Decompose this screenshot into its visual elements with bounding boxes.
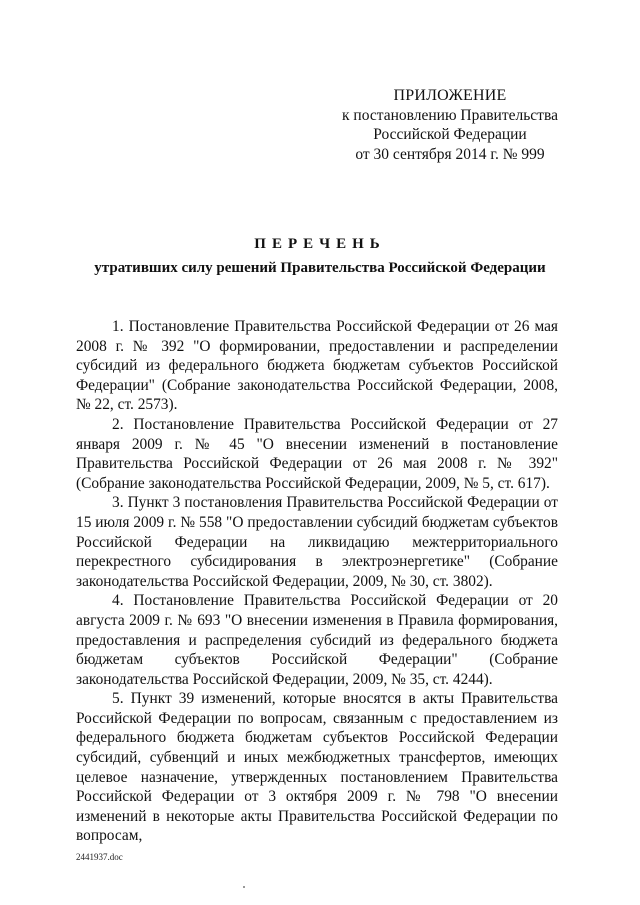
appendix-title: ПРИЛОЖЕНИЕ — [393, 87, 507, 104]
footer-doc-code: 2441937.doc — [76, 852, 123, 862]
list-item-5: 5. Пункт 39 изменений, которые вносятся в акты Правительства Российской Федерации по вопросам, связанным с предоставлением из федерального бюджета бюджетам субъектов Российской Федерации субсидий, субвенций и иных межбюджетных трансфертов, имеющих целевое назначение, утвержденных постановлением Правительства Российской Федерации от 3 октября 2009 г. № 798 "О внесении изменений в некоторые акты Правительства Российской Федерации по вопросам, — [76, 690, 558, 845]
list-item-3: 3. Пункт 3 постановления Правительства Российской Федерации от 15 июля 2009 г. № 558 "О предоставлении субсидий бюджетам субъектов Российской Федерации на ликвидацию межтерриториального перекрестного субсидирования в электроэнергетике" (Собрание законодательства Российской Федерации, 2009, № 30, ст. 3802). — [76, 494, 558, 590]
appendix-line-2: Российской Федерации — [373, 126, 527, 143]
appendix-line-1: к постановлению Правительства — [342, 106, 558, 124]
page-dot — [243, 886, 245, 888]
list-item-2: 2. Постановление Правительства Российской Федерации от 27 января 2009 г. № 45 "О внесении изменений в постановление Правительства Российской Федерации от 26 мая 2008 г. № 392" (Собрание законодательства Российской Федерации, 2009, № 5, ст. 617). — [76, 415, 558, 492]
list-subtitle: утративших силу решений Правительства Российской Федерации — [94, 260, 546, 276]
list-item-4: 4. Постановление Правительства Российской Федерации от 20 августа 2009 г. № 693 "О внесении изменения в Правила формирования, предоставления и распределения субсидий из федерального бюджета бюджетам субъектов Российской Федерации" (Собрание законодательства Российской Федерации, 2009, № 35, ст. 4244). — [76, 592, 558, 688]
list-title: ПЕРЕЧЕНЬ — [254, 236, 386, 252]
list-item-1: 1. Постановление Правительства Российской Федерации от 26 мая 2008 г. № 392 "О формировании, предоставлении и распределении субсидий из федерального бюджета бюджетам субъектов Российской Федерации" (Собрание законодательства Российской Федерации, 2008, № 22, ст. 2573). — [76, 318, 558, 414]
document-body — [76, 317, 558, 846]
appendix-header — [330, 86, 570, 164]
appendix-line-3: от 30 сентября 2014 г. № 999 — [355, 145, 545, 163]
